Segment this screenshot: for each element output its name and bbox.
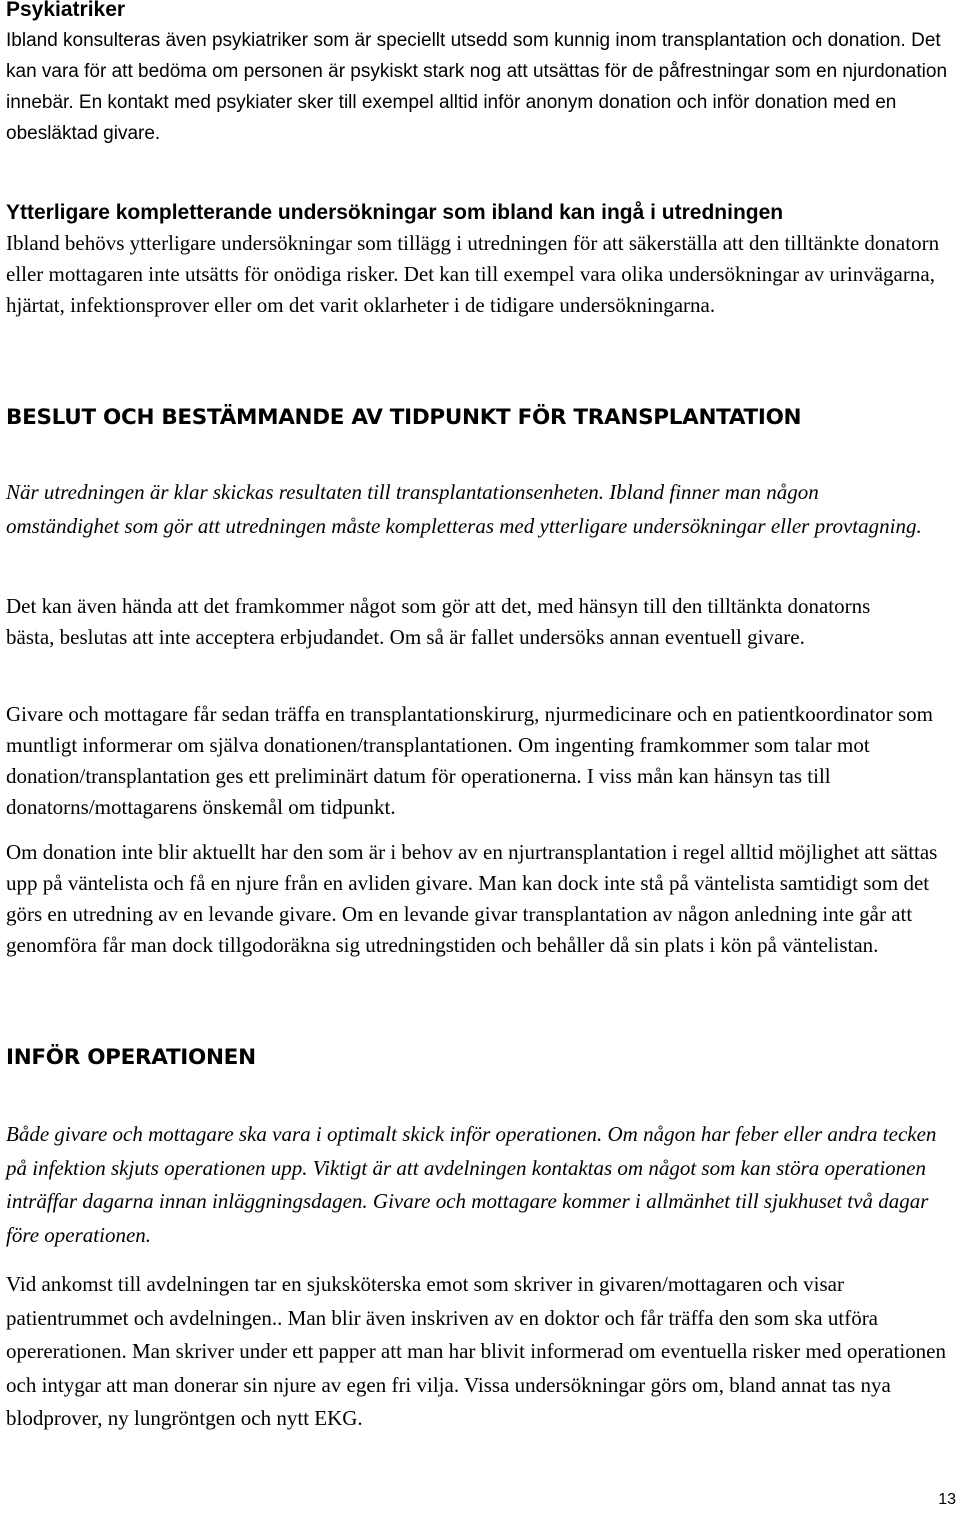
section-heading-ytterligare: Ytterligare kompletterande undersökningar som ibland kan ingå i utredningen xyxy=(6,201,784,224)
section-heading-infor: INFÖR OPERATIONEN xyxy=(6,1045,256,1070)
paragraph-infor-intro: Både givare och mottagare ska vara i optimalt skick inför operationen. Om någon har feber eller andra tecken på infektion skjuts operationen upp. Viktigt är att avdelningen kontaktas om något som kan störa operationen inträffar dagarna innan inläggningsdagen. Givare och mottagare kommer i allmänhet till sjukhuset två dagar före operationen. xyxy=(6,1122,937,1247)
paragraph-beslut-3: Om donation inte blir aktuellt har den som är i behov av en njurtransplantation i regel alltid möjlighet att sättas upp på väntelista och få en njure från en avliden givare. Man kan dock inte stå på väntelista samtidigt som det görs en utredning av en levande givare. Om en levande givar transplantation av någon anledning inte går att genomföra får man dock tillgodoräkna sig utredningstiden och behåller då sin plats i kön på väntelistan. xyxy=(6,840,938,957)
section-heading-psykiatriker: Psykiatriker xyxy=(6,0,126,21)
paragraph-infor-1: Vid ankomst till avdelningen tar en sjuksköterska emot som skriver in givaren/mottagaren och visar patientrummet och avdelningen.. Man blir även inskriven av en doktor och får träffa den som ska utföra opererationen. Man skriver under ett papper att man har blivit informerad om eventuella risker med operationen och intygar att man donerar sin njure av egen fri vilja. Vissa undersökningar görs om, bland annat tas nya blodprover, ny lungröntgen och nytt EKG. xyxy=(6,1272,946,1430)
paragraph-beslut-1: Det kan även hända att det framkommer något som gör att det, med hänsyn till den tilltänkta donatorns bästa, beslutas att inte acceptera erbjudandet. Om så är fallet undersöks annan eventuell givare. xyxy=(6,594,871,649)
section-heading-beslut: BESLUT OCH BESTÄMMANDE AV TIDPUNKT FÖR TRANSPLANTATION xyxy=(6,405,802,430)
paragraph-psykiatriker: Ibland konsulteras även psykiatriker som är speciellt utsedd som kunnig inom transplantation och donation. Det kan vara för att bedöma om personen är psykiskt stark nog att utsättas för de påfrestningar som en njurdonation innebär. En kontakt med psykiater sker till exempel alltid inför anonym donation och inför donation med en obesläktad givare. xyxy=(6,30,948,144)
page-number: 13 xyxy=(938,1491,956,1508)
paragraph-beslut-intro: När utredningen är klar skickas resultaten till transplantationsenheten. Ibland finner man någon omständighet som gör att utredningen måste kompletteras med ytterligare undersökningar eller provtagning. xyxy=(6,480,922,538)
paragraph-beslut-2: Givare och mottagare får sedan träffa en transplantationskirurg, njurmedicinare och en patientkoordinator som muntligt informerar om själva donationen/transplantationen. Om ingenting framkommer som talar mot donation/transplantation ges ett preliminärt datum för operationerna. I viss mån kan hänsyn tas till donatorns/mottagarens önskemål om tidpunkt. xyxy=(6,702,933,819)
paragraph-ytterligare: Ibland behövs ytterligare undersökningar som tillägg i utredningen för att säkerställa att den tilltänkte donatorn eller mottagaren inte utsätts för onödiga risker. Det kan till exempel vara olika undersökningar av urinvägarna, hjärtat, infektionsprover eller om det varit oklarheter i de tidigare undersökningarna. xyxy=(6,231,940,317)
